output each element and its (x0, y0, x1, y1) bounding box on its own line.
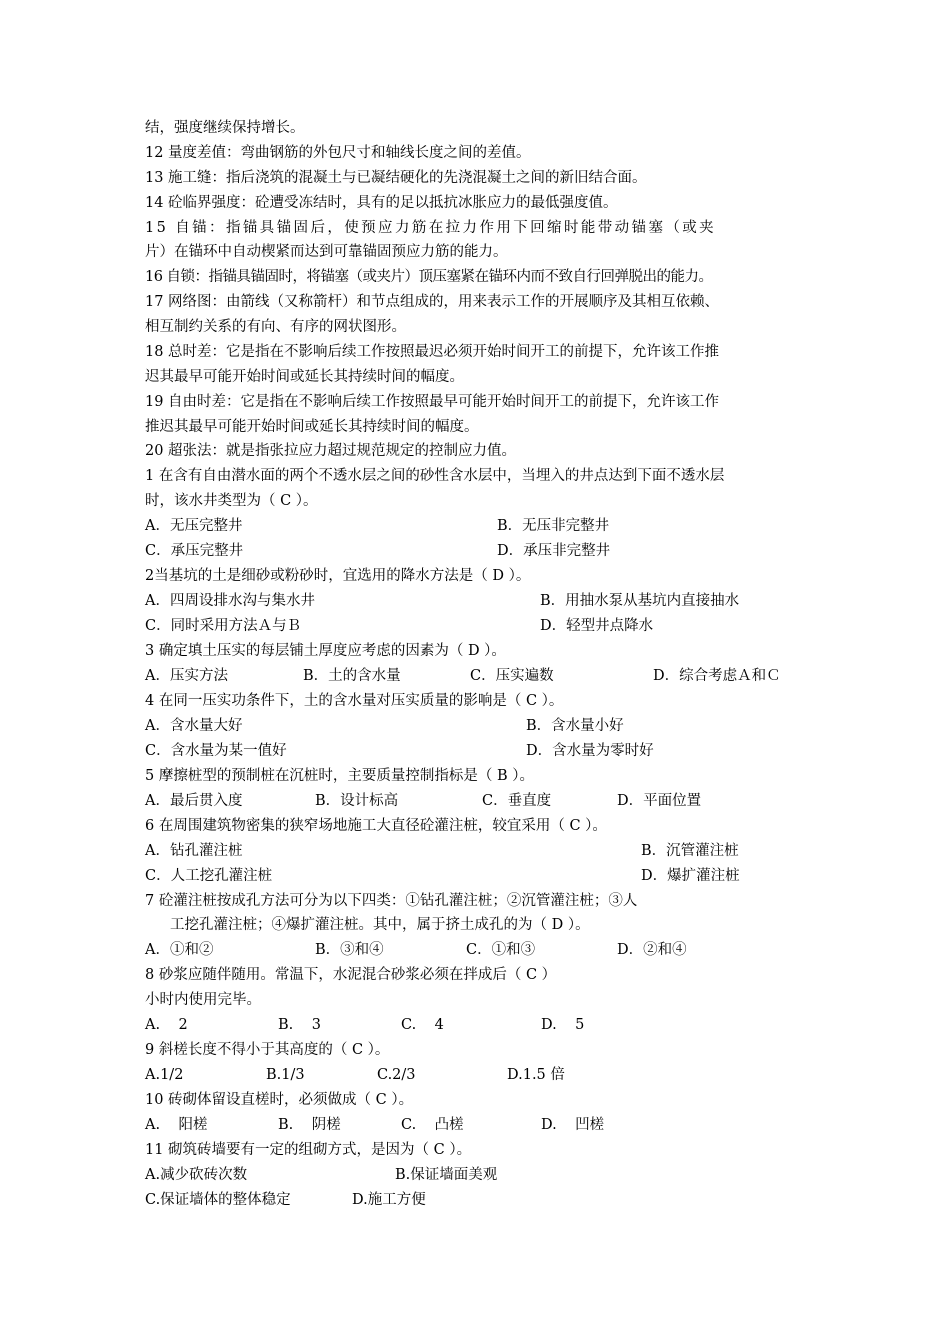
question-stem: 2当基坑的土是细砂或粉砂时，宜选用的降水方法是（ D ）。 (145, 568, 531, 584)
option-a: A．四周设排水沟与集水井 (145, 593, 315, 609)
question-stem: 5 摩擦桩型的预制桩在沉桩时，主要质量控制指标是（ B ）。 (145, 768, 534, 784)
question-stem: 时，该水井类型为（ C ）。 (145, 493, 318, 509)
definition-line: 19 自由时差：它是指在不影响后续工作按照最早可能开始时间开工的前提下，允许该工作 (145, 394, 720, 410)
option-c: C．①和③ (466, 942, 536, 958)
option-d: D.1.5 倍 (507, 1067, 565, 1083)
question-stem: 7 砼灌注桩按成孔方法可分为以下四类：①钻孔灌注桩；②沉管灌注桩；③人 (145, 893, 638, 909)
question-stem: 4 在同一压实功条件下，土的含水量对压实质量的影响是（ C ）。 (145, 693, 564, 709)
option-c: C．压实遍数 (470, 668, 554, 684)
definition-line: 16 自锁：指锚具锚固时，将锚塞（或夹片）顶压塞紧在锚环内而不致自行回弹脱出的能力。 (145, 269, 713, 285)
option-d: D．含水量为零时好 (526, 743, 654, 759)
option-a: A.减少砍砖次数 (145, 1167, 248, 1183)
option-b: B．③和④ (315, 942, 384, 958)
option-d: D.施工方便 (352, 1192, 426, 1208)
question-stem: 3 确定填土压实的每层铺土厚度应考虑的因素为（ D ）。 (145, 643, 506, 659)
option-a: A.1/2 (145, 1067, 184, 1083)
option-d: D．轻型井点降水 (540, 618, 654, 634)
option-c: C. 凸槎 (401, 1117, 464, 1133)
option-d: D. 凹槎 (541, 1117, 605, 1133)
definition-line: 13 施工缝：指后浇筑的混凝土与已凝结硬化的先浇混凝土之间的新旧结合面。 (145, 170, 647, 186)
option-c: C．含水量为某一值好 (145, 743, 287, 759)
option-a: A．含水量大好 (145, 718, 243, 734)
option-a: A. 阳槎 (145, 1117, 208, 1133)
option-d: D. 5 (541, 1017, 585, 1033)
definition-line: 结，强度继续保持增长。 (145, 120, 305, 136)
option-c: C. 4 (401, 1017, 444, 1033)
option-a: A. 2 (145, 1017, 188, 1033)
option-b: B．用抽水泵从基坑内直接抽水 (540, 593, 740, 609)
option-b: B．设计标高 (315, 793, 399, 809)
option-c: C．同时采用方法Ａ与Ｂ (145, 618, 302, 634)
definition-line: 片）在锚环中自动楔紧而达到可靠锚固预应力筋的能力。 (145, 244, 508, 260)
option-a: A．①和② (145, 942, 214, 958)
option-b: B．无压非完整井 (497, 518, 610, 534)
option-c: C.保证墙体的整体稳定 (145, 1192, 291, 1208)
definition-line: 相互制约关系的有向、有序的网状图形。 (145, 319, 406, 335)
question-stem: 8 砂浆应随伴随用。常温下，水泥混合砂浆必须在拌成后（ C ） (145, 967, 557, 983)
option-b: B．土的含水量 (303, 668, 401, 684)
option-a: A．钻孔灌注桩 (145, 843, 243, 859)
option-b: B. 阴槎 (278, 1117, 341, 1133)
question-stem: 11 砌筑砖墙要有一定的组砌方式，是因为（ C ）。 (145, 1142, 472, 1158)
definition-line: 迟其最早可能开始时间或延长其持续时间的幅度。 (145, 369, 464, 385)
question-stem: 1 在含有自由潜水面的两个不透水层之间的砂性含水层中，当埋入的井点达到下面不透水层 (145, 468, 725, 484)
option-a: A．无压完整井 (145, 518, 243, 534)
option-d: D．②和④ (617, 942, 687, 958)
definition-line: 12 量度差值：弯曲钢筋的外包尺寸和轴线长度之间的差值。 (145, 145, 531, 161)
option-d: D．平面位置 (617, 793, 702, 809)
question-stem: 10 砖砌体留设直槎时，必须做成（ C ）。 (145, 1092, 414, 1108)
option-d: D．承压非完整井 (497, 543, 611, 559)
definition-line: 15 自锚：指锚具锚固后，使预应力筋在拉力作用下回缩时能带动锚塞（或夹 (145, 220, 717, 236)
option-b: B．含水量小好 (526, 718, 624, 734)
option-d: D．综合考虑Ａ和Ｃ (653, 668, 781, 684)
question-stem: 小时内使用完毕。 (145, 992, 261, 1008)
option-c: C．承压完整井 (145, 543, 244, 559)
definition-line: 14 砼临界强度：砼遭受冻结时，具有的足以抵抗冰胀应力的最低强度值。 (145, 195, 618, 211)
definition-line: 推迟其最早可能开始时间或延长其持续时间的幅度。 (145, 419, 479, 435)
option-b: B.1/3 (266, 1067, 305, 1083)
option-a: A．压实方法 (145, 668, 228, 684)
option-b: B. 3 (278, 1017, 321, 1033)
question-stem: 工挖孔灌注桩；④爆扩灌注桩。其中，属于挤土成孔的为（ D ）。 (170, 917, 590, 933)
definition-line: 18 总时差：它是指在不影响后续工作按照最迟必须开始时间开工的前提下，允许该工作推 (145, 344, 720, 360)
definition-line: 17 网络图：由箭线（又称箭杆）和节点组成的，用来表示工作的开展顺序及其相互依赖、 (145, 294, 720, 310)
option-c: C．垂直度 (482, 793, 552, 809)
question-stem: 9 斜槎长度不得小于其高度的（ C ）。 (145, 1042, 390, 1058)
option-c: C．人工挖孔灌注桩 (145, 868, 273, 884)
option-a: A．最后贯入度 (145, 793, 243, 809)
definition-line: 20 超张法：就是指张拉应力超过规范规定的控制应力值。 (145, 443, 517, 459)
question-stem: 6 在周围建筑物密集的狭窄场地施工大直径砼灌注桩，较宜采用（ C ）。 (145, 818, 607, 834)
option-b: B．沉管灌注桩 (641, 843, 739, 859)
option-c: C.2/3 (377, 1067, 416, 1083)
option-d: D．爆扩灌注桩 (641, 868, 740, 884)
option-b: B.保证墙面美观 (395, 1167, 498, 1183)
